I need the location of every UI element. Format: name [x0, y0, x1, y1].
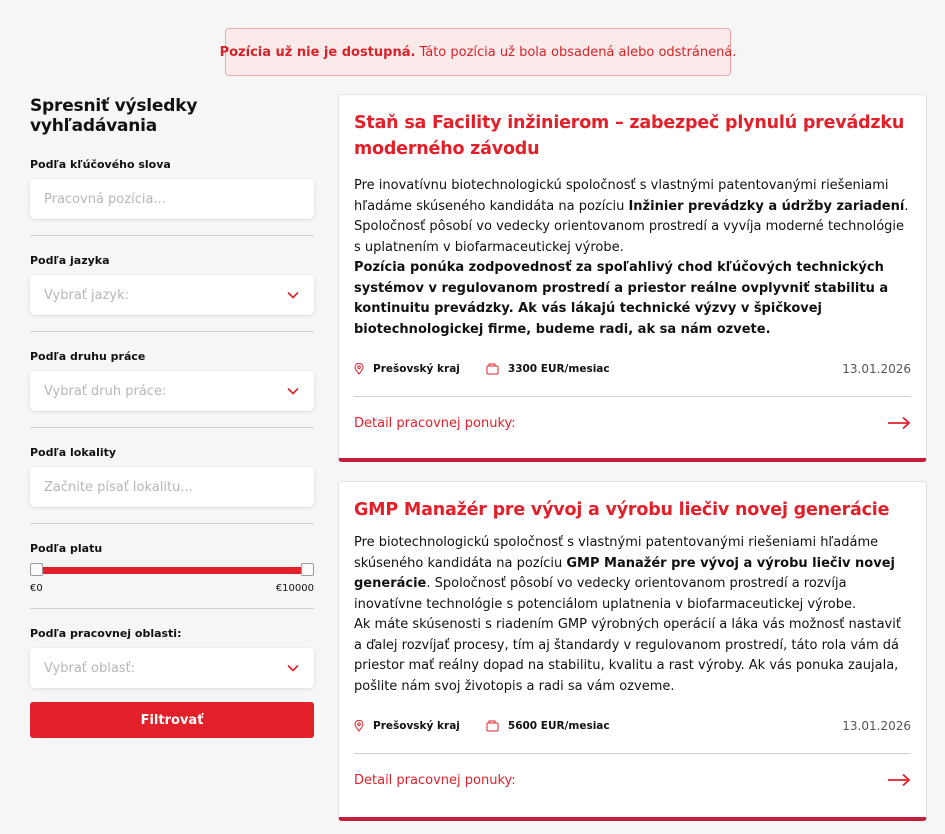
- salary-range-track: [34, 567, 310, 574]
- job-location-text: Prešovský kraj: [373, 720, 460, 732]
- language-placeholder: Vybrať jazyk:: [44, 287, 130, 303]
- area-select[interactable]: [30, 648, 314, 688]
- job-type-select[interactable]: [30, 371, 314, 411]
- job-location: [354, 363, 460, 375]
- arrow-right-icon: [887, 416, 911, 430]
- divider: [30, 331, 314, 332]
- job-title[interactable]: GMP Manažér pre vývoj a výrobu liečiv novej generácie: [354, 500, 890, 520]
- alert-title: Pozícia už nie je dostupná.: [219, 44, 416, 60]
- salary-min-label: €0: [30, 583, 43, 594]
- salary-label: Podľa platu: [30, 542, 103, 555]
- job-description: [354, 533, 911, 697]
- sidebar-title: Spresniť výsledky vyhľadávania: [30, 96, 198, 136]
- chevron-down-icon: [286, 384, 300, 398]
- job-position-name: Inžinier prevádzky a údržby zariadení: [628, 198, 905, 214]
- job-desc-text: Pre biotechnologickú spoločnosť s vlastnými patentovanými riešeniami hľadáme skúseného kandidáta na pozíciu: [354, 535, 879, 571]
- salary-max-label: €10000: [275, 583, 314, 594]
- job-desc-text: Ak máte skúsenosti s riadením GMP výrobných operácií a láka vás možnosť nastaviť a ďalej rozvíjať procesy, tím aj štandardy v regulovanom prostredí, táto rola vám dá priestor mať reálny dopad na stabilitu, kvalitu a rast výroby. Ak vás ponuka zaujala, pošlite nám svoj životopis a radi sa vám ozveme.: [354, 617, 901, 694]
- area-label: Podľa pracovnej oblasti:: [30, 627, 182, 640]
- job-card: [338, 94, 927, 462]
- job-meta: [354, 719, 911, 733]
- chevron-down-icon: [286, 288, 300, 302]
- job-salary: [486, 363, 610, 375]
- divider: [30, 523, 314, 524]
- job-meta: [354, 362, 911, 376]
- location-label: Podľa lokality: [30, 446, 117, 459]
- location-placeholder: Začnite písať lokalitu...: [44, 479, 193, 495]
- job-desc-text: Pre inovatívnu biotechnologickú spoločnosť s vlastnými patentovanými riešeniami hľadáme skúseného kandidáta na pozíciu: [354, 178, 889, 214]
- job-type-label: Podľa druhu práce: [30, 350, 146, 363]
- job-card: [338, 481, 927, 821]
- job-desc-text: . Spoločnosť pôsobí vo vedecky orientovanom prostredí a rozvíja inovatívne technológie s potenciálom uplatnenia v biofarmaceutickej výrobe.: [354, 576, 857, 612]
- job-desc-highlight: Pozícia ponúka zodpovednosť za spoľahlivý chod kľúčových technických systémov v regulovanom prostredí a priestor reálne ovplyvniť stabilitu a kontinuitu prevádzky. Ak vás lákajú technické výzvy v špičkovej biotechnologickej firme, budeme radi, ak sa nám ozvete.: [354, 260, 889, 337]
- job-desc-text: . Spoločnosť pôsobí vo vedecky orientovanom prostredí a vyvíja moderné technológie s uplatnením v biofarmaceutickej výrobe.: [354, 198, 909, 255]
- salary-min-handle[interactable]: [30, 563, 43, 576]
- keyword-input[interactable]: [30, 179, 314, 219]
- job-date: 13.01.2026: [842, 719, 911, 733]
- wallet-icon: [486, 720, 499, 732]
- job-location-text: Prešovský kraj: [373, 363, 460, 375]
- job-description: [354, 176, 911, 340]
- unavailable-alert: [219, 28, 737, 76]
- keyword-placeholder: Pracovná pozícia...: [44, 191, 166, 207]
- location-input[interactable]: [30, 467, 314, 507]
- filter-sidebar: [30, 96, 314, 738]
- arrow-right-icon: [887, 773, 911, 787]
- map-pin-icon: [354, 720, 364, 732]
- job-position-name: GMP Manažér pre vývoj a výrobu liečiv novej generácie: [354, 555, 895, 591]
- alert-text: Táto pozícia už bola obsadená alebo odstránená.: [419, 44, 737, 60]
- area-placeholder: Vybrať oblasť:: [44, 660, 136, 676]
- salary-max-handle[interactable]: [301, 563, 314, 576]
- divider: [30, 427, 314, 428]
- job-detail-link[interactable]: [354, 397, 911, 449]
- job-title[interactable]: Staň sa Facility inžinierom – zabezpeč plynulú prevádzku moderného závodu: [354, 113, 905, 159]
- chevron-down-icon: [286, 661, 300, 675]
- wallet-icon: [486, 363, 499, 375]
- job-detail-text: Detail pracovnej ponuky:: [354, 772, 516, 788]
- salary-range-slider[interactable]: [30, 563, 314, 579]
- job-type-placeholder: Vybrať druh práce:: [44, 383, 167, 399]
- divider: [30, 608, 314, 609]
- job-date: 13.01.2026: [842, 362, 911, 376]
- filter-button[interactable]: Filtrovať: [30, 702, 314, 738]
- language-label: Podľa jazyka: [30, 254, 110, 267]
- job-salary: [486, 720, 610, 732]
- job-salary-text: 3300 EUR/mesiac: [507, 363, 610, 375]
- job-detail-link[interactable]: [354, 754, 911, 806]
- divider: [30, 235, 314, 236]
- job-detail-text: Detail pracovnej ponuky:: [354, 415, 516, 431]
- map-pin-icon: [354, 363, 364, 375]
- keyword-label: Podľa kľúčového slova: [30, 158, 171, 171]
- language-select[interactable]: [30, 275, 314, 315]
- job-location: [354, 720, 460, 732]
- job-salary-text: 5600 EUR/mesiac: [507, 720, 610, 732]
